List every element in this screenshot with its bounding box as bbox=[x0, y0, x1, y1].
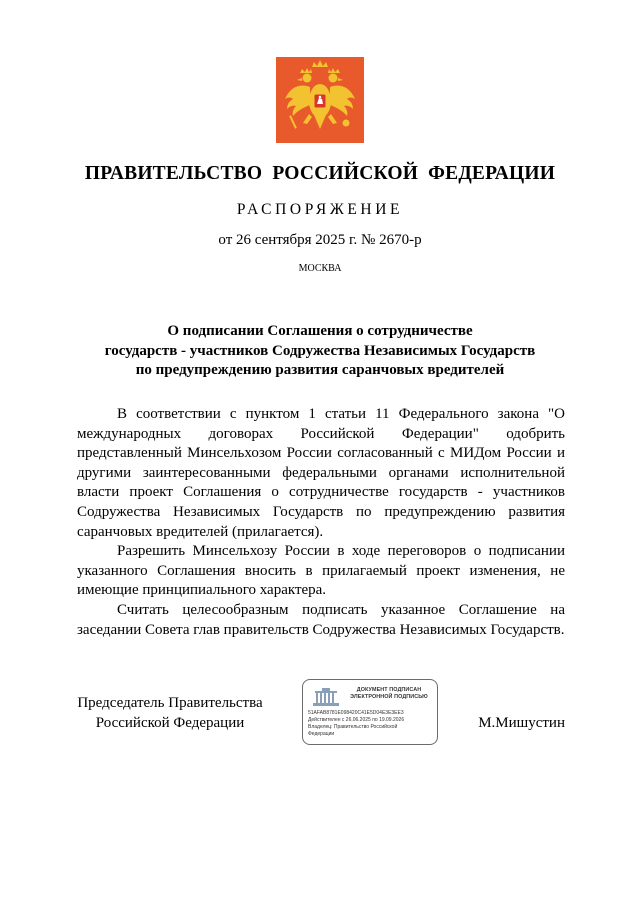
body-paragraph: Считать целесообразным подписать указанное Соглашение на заседании Совета глав правительств Содружества Независимых Государств. bbox=[77, 601, 565, 638]
government-title: ПРАВИТЕЛЬСТВО РОССИЙСКОЙ ФЕДЕРАЦИИ bbox=[84, 163, 556, 184]
subject-line: по предупреждению развития саранчовых вредителей bbox=[135, 362, 505, 378]
stamp-owner: Владелец: Правительство Российской bbox=[308, 724, 398, 730]
signer-position-line: Председатель Правительства bbox=[77, 695, 263, 711]
document-subject bbox=[60, 322, 580, 381]
body-paragraph: В соответствии с пунктом 1 статьи 11 Федерального закона "О международных договорах Российской Федерации" одобрить представленный Минсельхозом России согласованный с МИДом России и другими заинтересованными федеральными органами исполнительной власти проект Соглашения о сотрудничестве государств - участников Содружества Независимых Государств по предупреждению развития саранчовых вредителей (прилагается). bbox=[77, 406, 565, 540]
coat-of-arms-icon bbox=[276, 57, 364, 143]
electronic-signature-stamp bbox=[302, 679, 438, 745]
stamp-title bbox=[345, 687, 433, 701]
government-building-icon bbox=[311, 687, 341, 707]
document-body bbox=[77, 405, 565, 640]
document-date-number: от 26 сентября 2025 г. № 2670-р bbox=[218, 232, 422, 248]
body-paragraph: Разрешить Минсельхозу России в ходе переговоров о подписании указанного Соглашения вносить в прилагаемый проект изменения, не имеющие принципиального характера. bbox=[77, 543, 565, 599]
stamp-title-line: ЭЛЕКТРОННОЙ ПОДПИСЬЮ bbox=[350, 694, 428, 700]
signer-name: М.Мишустин bbox=[478, 715, 565, 731]
signer-position bbox=[70, 693, 270, 733]
subject-line: государств - участников Содружества Независимых Государств bbox=[104, 342, 536, 359]
signer-position-line: Российской Федерации bbox=[95, 715, 245, 731]
document-city: МОСКВА bbox=[298, 263, 342, 274]
stamp-owner-cont: Федерации bbox=[308, 731, 335, 737]
stamp-title-line: ДОКУМЕНТ ПОДПИСАН bbox=[356, 687, 422, 693]
subject-line: О подписании Соглашения о сотрудничестве bbox=[167, 323, 473, 339]
stamp-certificate: 51AFAB8781E098420C41E5D04E3E3EE3 bbox=[308, 710, 404, 716]
stamp-validity: Действителен с 26.06.2025 по 19.09.2026 bbox=[308, 717, 405, 723]
document-type: РАСПОРЯЖЕНИЕ bbox=[236, 201, 404, 218]
